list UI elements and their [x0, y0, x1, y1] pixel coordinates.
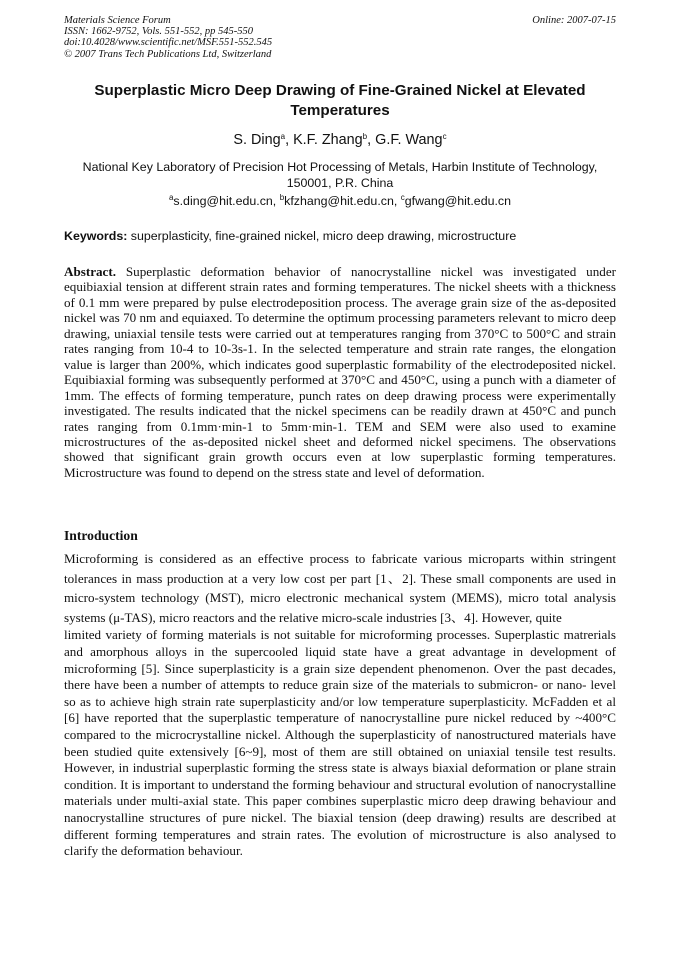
journal-name: Materials Science Forum: [64, 15, 171, 26]
author-affiliation-mark: b: [362, 132, 368, 141]
doi-line: doi:10.4028/www.scientific.net/MSF.551-552.545: [64, 37, 273, 49]
email-address[interactable]: gfwang@hit.edu.cn: [404, 194, 512, 208]
author-name: S. Ding: [233, 132, 281, 148]
author-name: G.F. Wang: [375, 132, 443, 148]
email-separator: ,: [272, 194, 280, 208]
introduction-paragraph-part: limited variety of forming materials is not suitable for microforming processes. Superplastic matrerials and amorphous alloys in the supercooled liquid state have a great advantage in development of microforming [5]. Since superplasticity is a grain size dependent phenomenon. Over the past decades, there have been a number of attempts to reduce grain size of the materials to submicron- or nano- level so as to achieve high strain rate superplasticity and/or low temperature superplasticity. McFadden et al [6] have reported that the superplastic temperature of nanocrystalline pure nickel reduced by ~400°C compared to the microcrystalline nickel. Although the superplasticity of nanostructured materials have been studied quite extensively [6~9], most of them are still obtained on uniaxial tensile test results. However, in industrial superplastic forming the stress state is always biaxial deformation or plane strain condition. It is important to understand the forming behaviour and structural evolution of nanocrystalline materials under multi-axial state. This paper combines superplastic micro deep drawing behaviour and nanocrystalline structures of pure nickel. The biaxial tension (deep drawing) results are described at different forming temperatures and strain rates. The evolution of microstructure is also analysed to clarify the deformation behaviour.: [64, 627, 616, 859]
introduction-paragraph-part: Microforming is considered as an effective process to fabricate various microparts within stringent tolerances in mass production at a very low cost per part [1、2]. These small components are used in micro-system technology (MST), micro electronic mechanical system (MEMS), micro total analysis systems (μ-TAS), micro reactors and the relative micro-scale industries [3、4]. However, quite: [64, 551, 616, 625]
author-affiliation-mark: a: [280, 132, 286, 141]
author-separator: ,: [367, 132, 376, 148]
email-address[interactable]: kfzhang@hit.edu.cn: [284, 194, 394, 208]
keywords-label: Keywords:: [64, 229, 128, 243]
journal-header: [64, 15, 616, 60]
author-separator: ,: [285, 132, 294, 148]
author-affiliation-mark: c: [442, 132, 447, 141]
email-separator: ,: [393, 194, 401, 208]
email-mark: c: [400, 193, 405, 202]
affiliation: National Key Laboratory of Precision Hot Processing of Metals, Harbin Institute of Technology, 150001, P.R. China: [82, 160, 598, 190]
author-list: [64, 131, 616, 149]
issn-line: ISSN: 1662-9752, Vols. 551-552, pp 545-550: [64, 26, 253, 38]
keywords-text: superplasticity, fine-grained nickel, micro deep drawing, microstructure: [127, 229, 517, 243]
online-date: Online: 2007-07-15: [532, 15, 616, 26]
email-list: [64, 193, 616, 209]
copyright-line: © 2007 Trans Tech Publications Ltd, Switzerland: [64, 48, 272, 60]
email-mark: b: [279, 193, 285, 202]
paper-title: Superplastic Micro Deep Drawing of Fine-Grained Nickel at Elevated Temperatures: [94, 82, 586, 119]
abstract-block: [64, 264, 616, 480]
author-name: K.F. Zhang: [293, 132, 363, 148]
email-mark: a: [168, 193, 174, 202]
keywords-block: [64, 228, 616, 244]
email-address[interactable]: s.ding@hit.edu.cn: [173, 194, 273, 208]
abstract-text: Superplastic deformation behavior of nanocrystalline nickel was investigated under equibiaxial tension at different strain rates and forming temperatures. The nickel sheets with a thickness of 0.1 mm were prepared by pulse electrodeposition process. The average grain size of the as-deposited nickel was 70 nm and equiaxed. To determine the optimum processing parameters relevant to micro deep drawing, uniaxial tensile tests were carried out at temperatures ranging from 370°C to 500°C and strain rates ranging from 10-4 to 10-3s-1. In the selected temperature and strain rate ranges, the elongation value is larger than 200%, which indicates good superplastic formability of the electrodeposited nickel. Equibiaxial forming was subsequently performed at 370°C and 450°C, using a punch with a diameter of 1mm. The effects of forming temperature, punch rates on deep drawing process were experimentally investigated. The results indicated that the nickel specimens can be readily drawn at 450°C and punch rates ranging from 0.1mm·min-1 to 5mm·min-1. TEM and SEM were also used to examine microstructures of the as-deposited nickel sheet and deformed nickel specimens. The observations showed that significant grain growth occurs even at low superplastic forming temperatures. Microstructure was found to depend on the stress state and level of deformation.: [64, 264, 616, 480]
introduction-body: [64, 549, 616, 860]
section-heading-introduction: Introduction: [64, 528, 138, 543]
abstract-label: Abstract.: [64, 264, 116, 279]
